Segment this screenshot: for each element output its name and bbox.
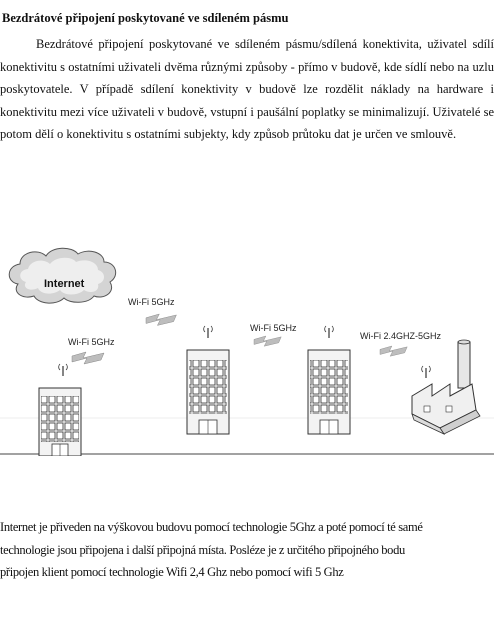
internet-cloud-icon (9, 248, 115, 303)
network-diagram (0, 242, 494, 456)
office-building-icon (308, 326, 350, 434)
link-cloud-to-tower (128, 297, 176, 325)
description-line: Internet je přiveden na výškovou budovu pomocí technologie 5Ghz a poté pomocí té samé (0, 520, 423, 534)
factory-icon (412, 340, 480, 434)
link-label-cloud: Wi-Fi 5GHz (128, 297, 175, 307)
description-line: připojen klient pomocí technologie Wifi 2,4 Ghz nebo pomocí wifi 5 Ghz (0, 565, 344, 579)
link-building1-to-building2 (250, 323, 297, 346)
link-label-factory: Wi-Fi 2.4GHZ-5GHz (360, 331, 441, 341)
description-paragraph (0, 516, 494, 584)
office-building-icon (39, 364, 81, 456)
document-heading: Bezdrátové připojení poskytované ve sdíleném pásmu (2, 11, 289, 25)
link-tower-to-building1 (68, 337, 115, 364)
intro-paragraph: Bezdrátové připojení poskytované ve sdíleném pásmu/sdílená konektivita, uživatel sdílí konektivitu s ostatními uživateli dvěma různými způsoby - přímo v budově, kde sídlí nebo na uzlu poskytovatele. V případě sdílení konektivity v budově lze rozdělit náklady na hardware i konektivitu mezi více uživateli v budově, vstupní i paušální poplatky se minimalizují. Uživatelé se potom dělí o konektivitu s ostatními subjekty, kdy způsob průtoku dat je určen ve smlouvě. (0, 37, 494, 141)
office-building-icon (187, 326, 229, 434)
link-building2-to-factory (360, 331, 442, 356)
description-line: technologie jsou připojena i další připojná místa. Posléze je z určitého připojného bodu (0, 542, 405, 557)
link-label-b1b2: Wi-Fi 5GHz (250, 323, 297, 333)
cloud-label: Internet (44, 278, 85, 290)
link-label-tower: Wi-Fi 5GHz (68, 337, 115, 347)
